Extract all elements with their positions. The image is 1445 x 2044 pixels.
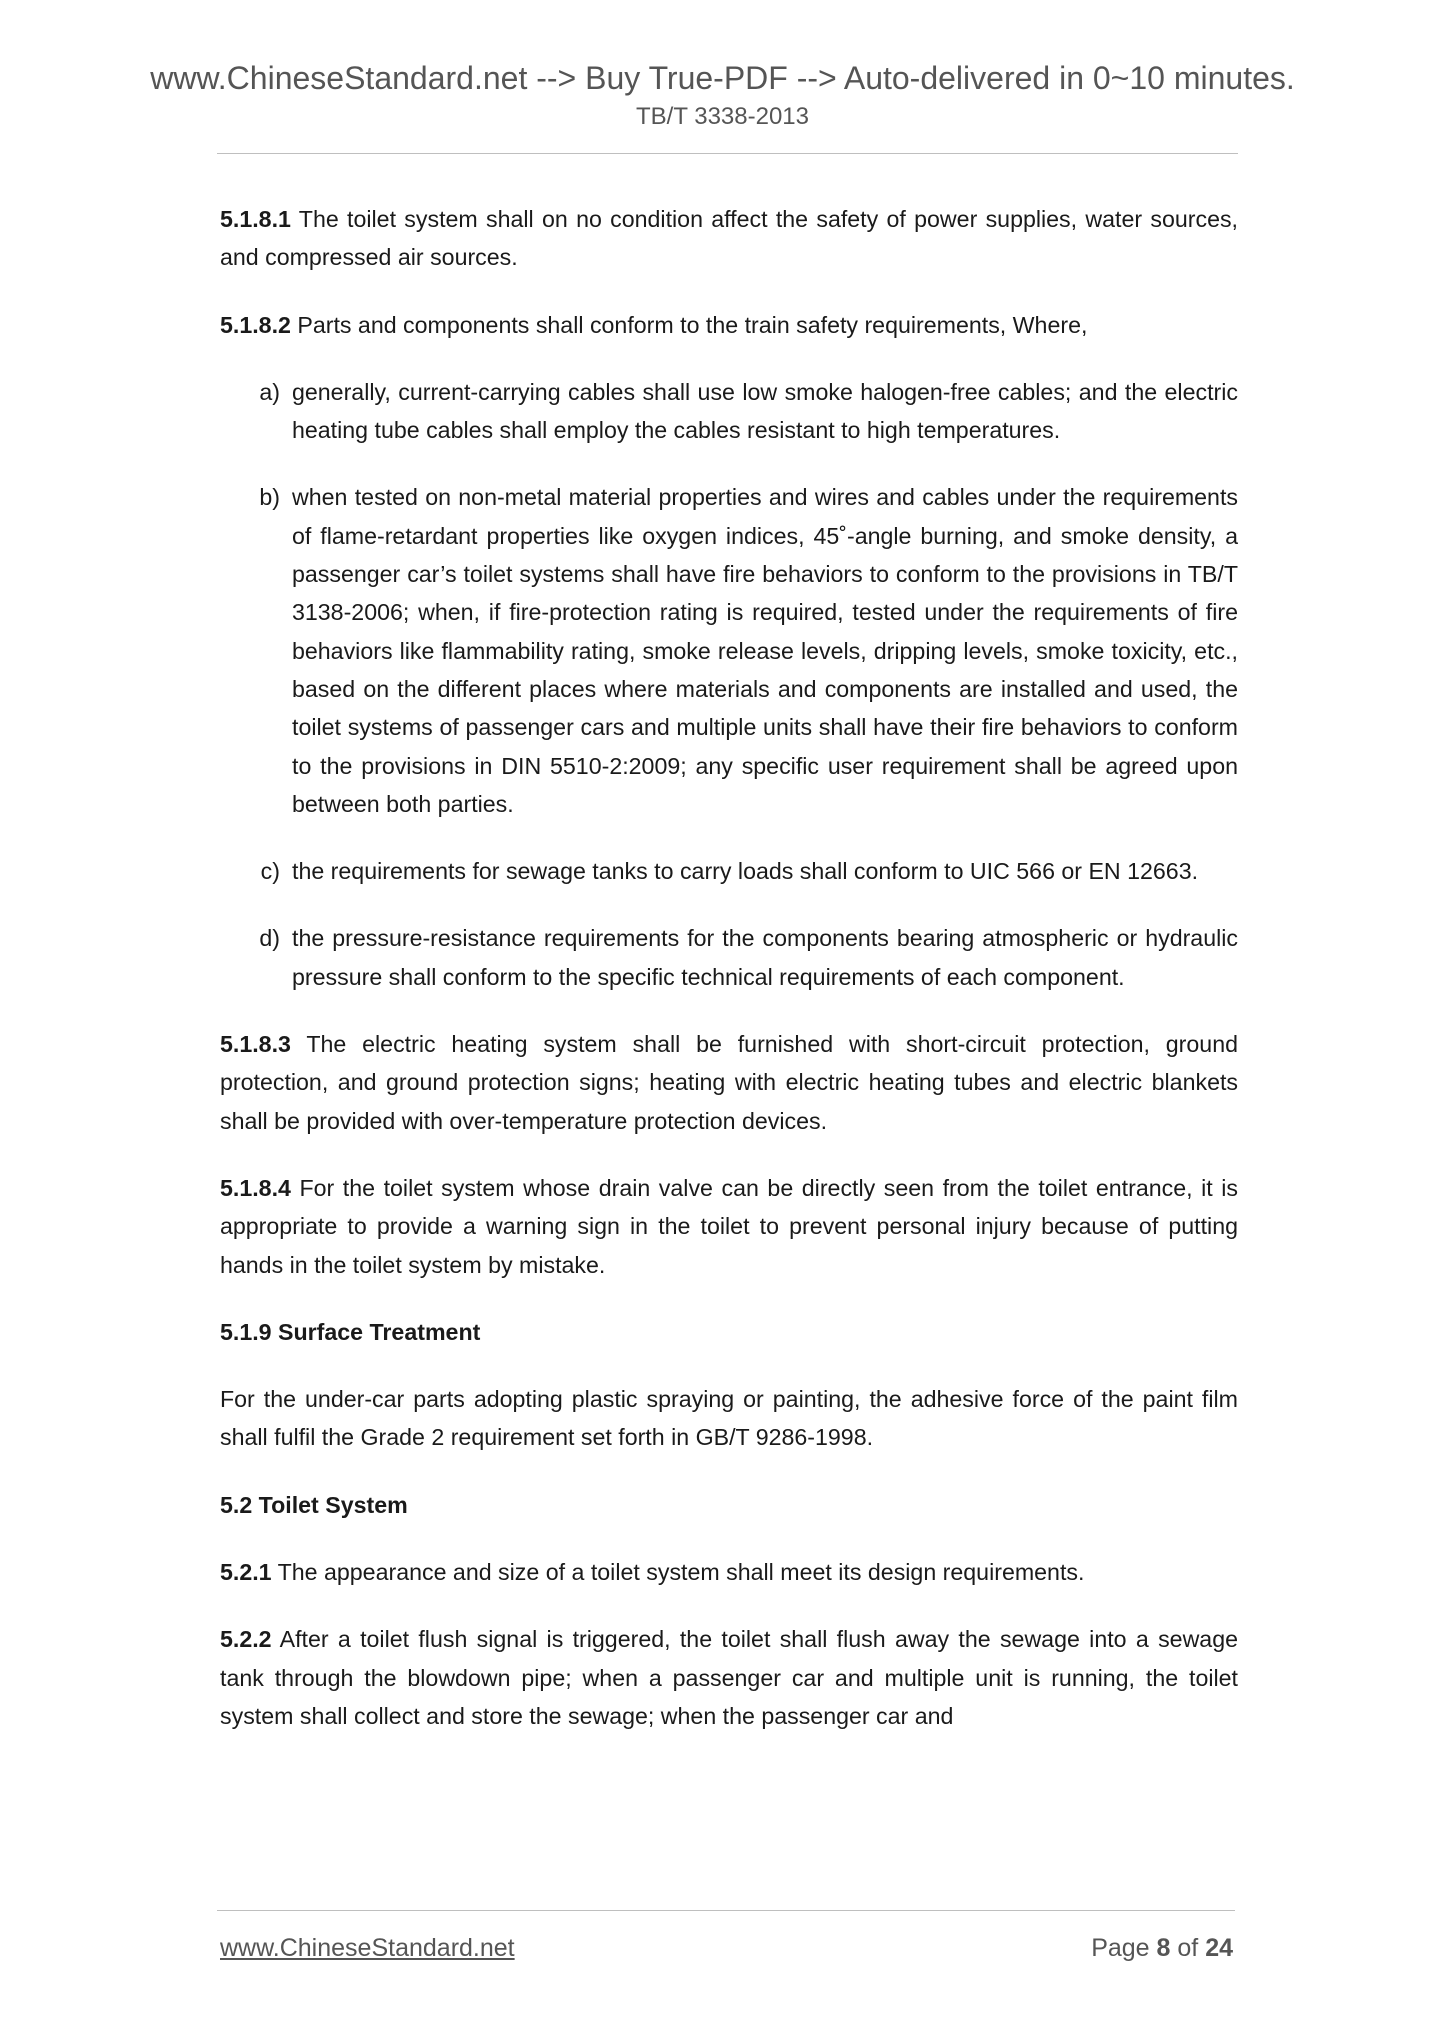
list-marker: a) [259,378,280,405]
page-prefix: Page [1091,1934,1157,1962]
clause-text: After a toilet flush signal is triggered, the toilet shall flush away the sewage into a sewage tank through the blowdown pipe; when a passenger car and multiple unit is running, the toilet system shall collect and store the sewage; when the passenger car and [220,1626,1238,1729]
clause-number: 5.1.8.2 [220,311,291,338]
heading-5-1-9: 5.1.9 Surface Treatment [220,1318,481,1345]
clause-5-1-8-4 [220,1169,1238,1284]
clause-number: 5.1.8.1 [220,206,291,232]
clause-5-2-1 [220,1553,1238,1591]
page-body [220,200,1238,1764]
clause-5-2-2 [220,1620,1238,1735]
clause-text: For the toilet system whose drain valve can be directly seen from the toilet entrance, it is appropriate to provide a warning sign in the toilet to prevent personal injury because of putting hands in the toilet system by mistake. [220,1174,1238,1278]
list-marker: d) [259,925,280,952]
footer-website-link[interactable]: www.ChineseStandard.net [220,1934,515,1962]
header-divider [217,153,1238,154]
clause-text: Parts and components shall conform to the train safety requirements, Where, [290,311,1088,338]
list-item-text: the requirements for sewage tanks to carry loads shall conform to UIC 566 or EN 12663. [292,858,1199,885]
list-item-b [220,478,1238,823]
clause-5-1-8-1 [220,200,1238,277]
list-item-d [220,919,1238,996]
list-marker: c) [260,858,280,885]
list-item-c [220,852,1238,890]
page-total: 24 [1205,1934,1233,1962]
clause-text: The electric heating system shall be furnished with short-circuit protection, ground protection, and ground protection signs; heating with electric heating tubes and electric blankets shall be provided with over-temperature protection devices. [220,1031,1238,1134]
list-item-text: when tested on non-metal material properties and wires and cables under the requirements of flame-retardant properties like oxygen indices, 45˚-angle burning, and smoke density, a passenger car’s toilet systems shall have fire behaviors to conform to the provisions in TB/T 3138-2006; when, if fire-protection rating is required, tested under the requirements of fire behaviors like flammability rating, smoke release levels, dripping levels, smoke toxicity, etc., based on the different places where materials and components are installed and used, the toilet systems of passenger cars and multiple units shall have their fire behaviors to conform to the provisions in DIN 5510-2:2009; any specific user requirement shall be agreed upon between both parties. [292,484,1238,817]
page-current: 8 [1156,1934,1171,1962]
header-banner: www.ChineseStandard.net --> Buy True-PDF --> Auto-delivered in 0~10 minutes. [150,60,1295,96]
page-of: of [1170,1934,1206,1962]
clause-number: 5.1.8.3 [220,1031,291,1058]
clause-number: 5.2.1 [220,1559,272,1586]
clause-5-1-8-3 [220,1025,1238,1140]
list-item-text: the pressure-resistance requirements for the components bearing atmospheric or hydraulic pressure shall conform to the specific technical requirements of each component. [292,925,1238,990]
clause-5-1-9-text: For the under-car parts adopting plastic spraying or painting, the adhesive force of the paint film shall fulfil the Grade 2 requirement set forth in GB/T 9286-1998. [220,1386,1238,1451]
clause-5-1-8-2 [220,306,1238,344]
list-item-text: generally, current-carrying cables shall use low smoke halogen-free cables; and the electric heating tube cables shall employ the cables resistant to high temperatures. [292,378,1238,444]
footer-divider [217,1910,1235,1911]
heading-5-2: 5.2 Toilet System [220,1491,408,1518]
clause-text: The appearance and size of a toilet system shall meet its design requirements. [271,1559,1085,1586]
list-item-a [220,373,1238,450]
standard-code: TB/T 3338-2013 [635,103,809,130]
clause-number: 5.1.8.4 [220,1174,291,1201]
clause-text: The toilet system shall on no condition affect the safety of power supplies, water sources, and compressed air sources. [220,206,1238,271]
list-marker: b) [259,484,280,511]
page-number [1091,1932,1233,1964]
clause-number: 5.2.2 [220,1626,272,1653]
